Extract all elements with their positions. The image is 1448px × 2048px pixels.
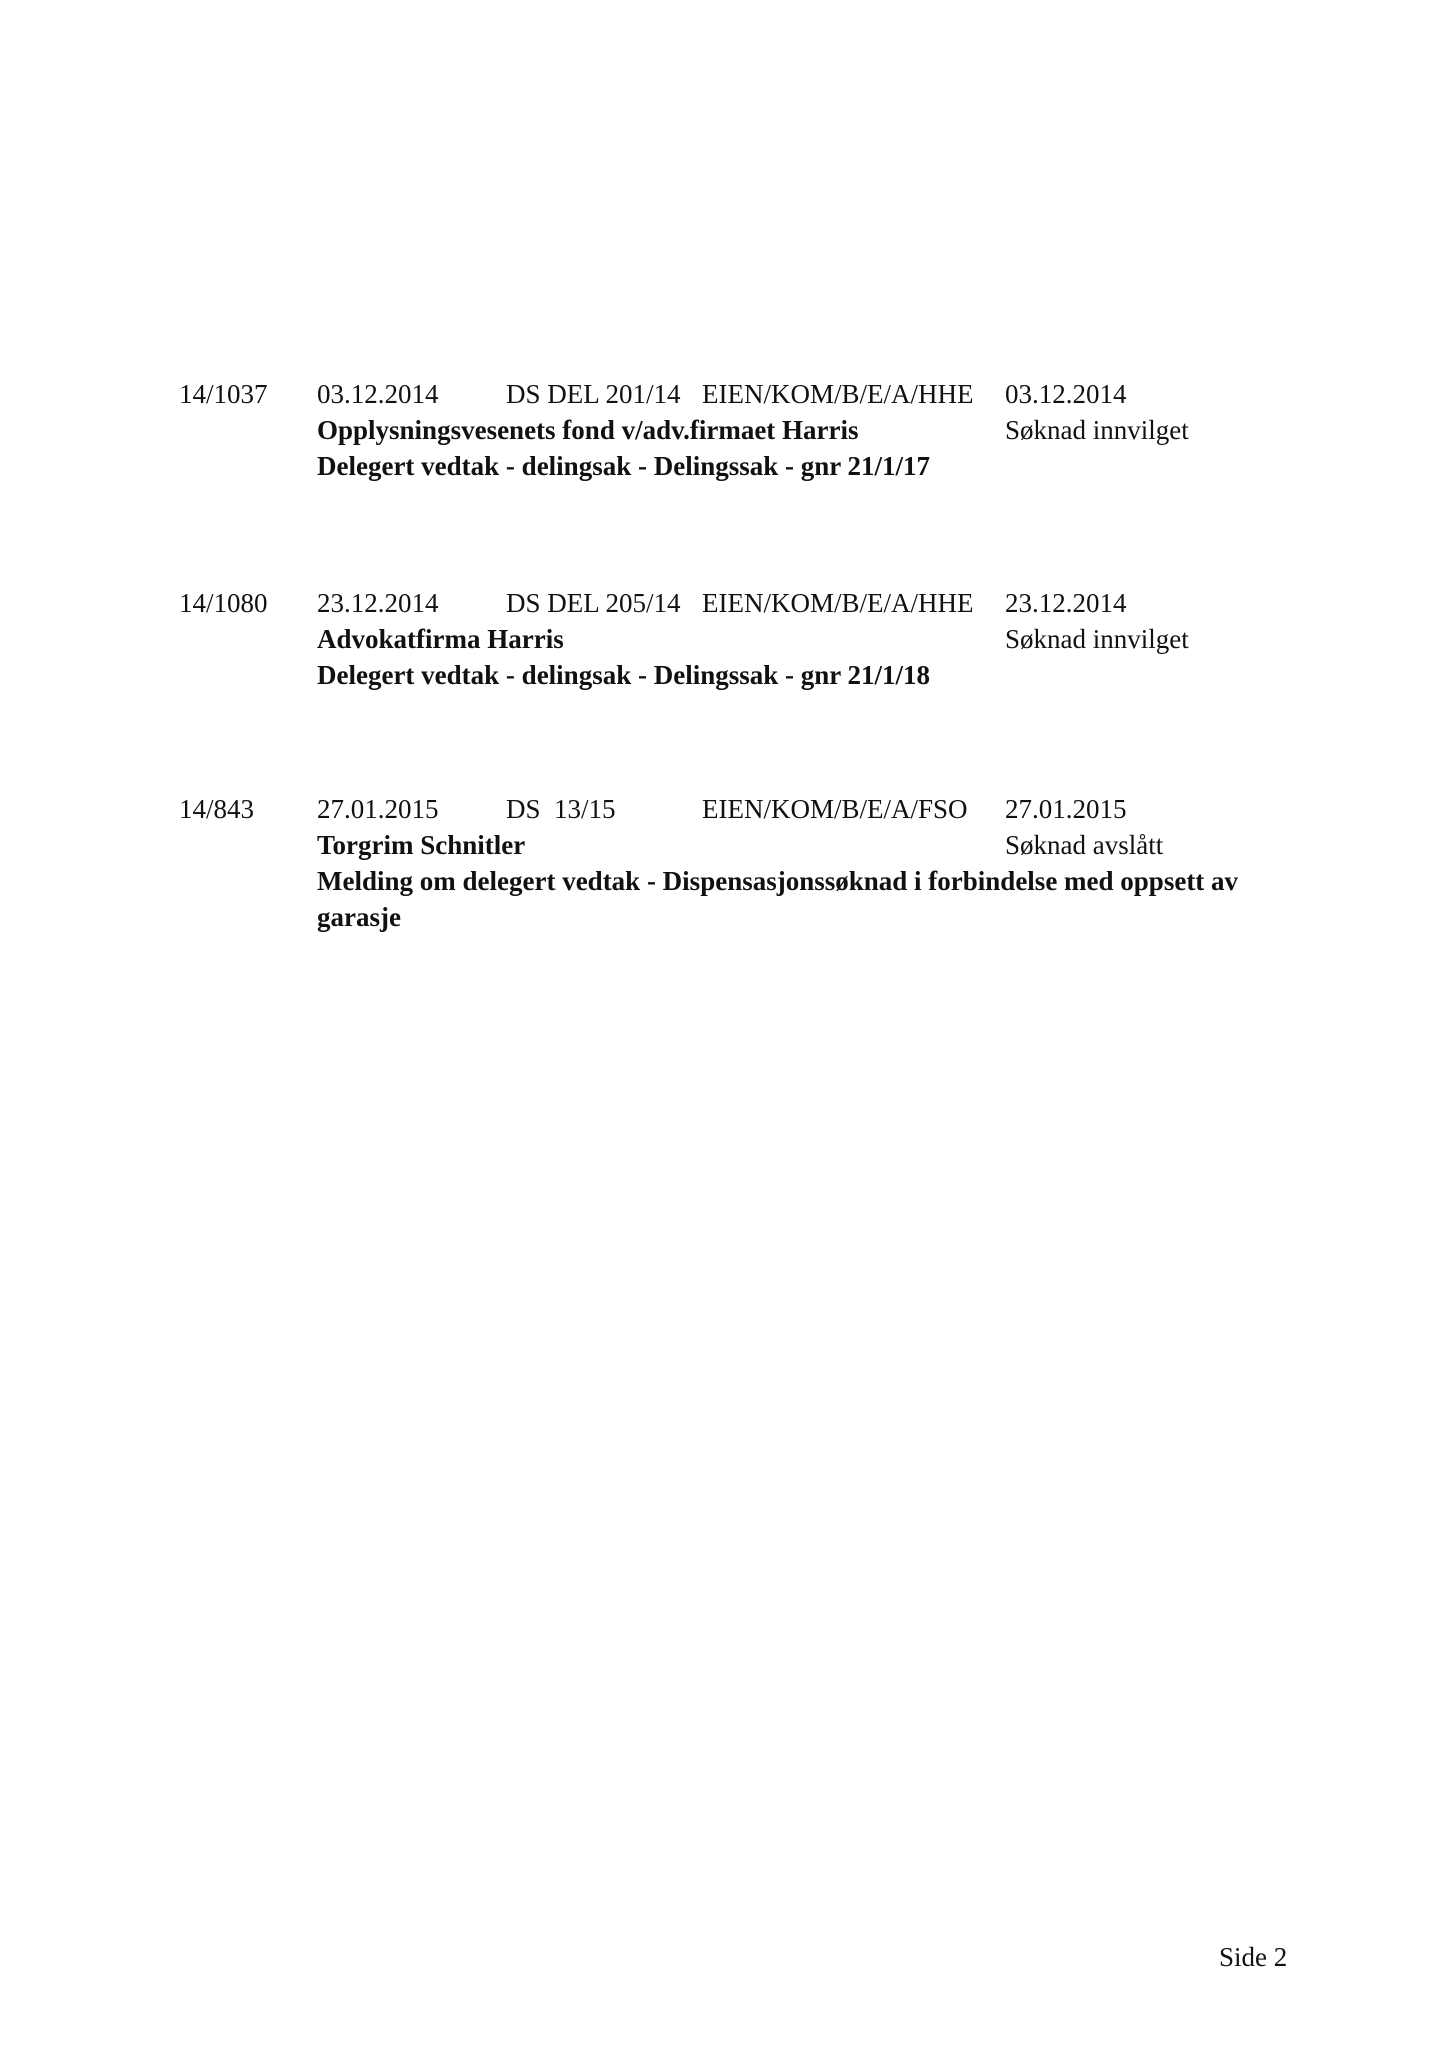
- department-reference: EIEN/KOM/B/E/A/FSO: [702, 794, 968, 824]
- journal-entry: [0, 791, 1448, 935]
- page-number: Side 2: [1219, 1942, 1288, 1972]
- case-number: 14/843: [179, 794, 255, 824]
- department-reference: EIEN/KOM/B/E/A/HHE: [702, 379, 974, 409]
- decision-status: Søknad avslått: [1005, 830, 1164, 860]
- case-number: 14/1080: [179, 588, 268, 618]
- entry-header-row: [0, 585, 1448, 621]
- journal-entry: [0, 585, 1448, 693]
- decision-status: Søknad innvilget: [1005, 624, 1189, 654]
- journal-entry: [0, 376, 1448, 484]
- entry-party-row: [0, 621, 1448, 657]
- document-type: DS DEL 201/14: [506, 379, 681, 409]
- document-type: DS 13/15: [506, 794, 616, 824]
- entry-header-row: [0, 376, 1448, 412]
- decision-date: 23.12.2014: [1005, 588, 1127, 618]
- decision-date: 03.12.2014: [1005, 379, 1127, 409]
- entry-party-row: [0, 827, 1448, 863]
- entry-party-row: [0, 412, 1448, 448]
- decision-date: 27.01.2015: [1005, 794, 1127, 824]
- registered-date: 03.12.2014: [317, 379, 439, 409]
- registered-date: 23.12.2014: [317, 588, 439, 618]
- decision-status: Søknad innvilget: [1005, 415, 1189, 445]
- entry-header-row: [0, 791, 1448, 827]
- party-name: Advokatfirma Harris: [317, 624, 564, 654]
- case-title: Delegert vedtak - delingsak - Delingssak - gnr 21/1/17: [317, 451, 930, 481]
- document-type: DS DEL 205/14: [506, 588, 681, 618]
- case-title: Melding om delegert vedtak - Dispensasjonssøknad i forbindelse med oppsett av garasje: [317, 866, 1239, 932]
- party-name: Opplysningsvesenets fond v/adv.firmaet Harris: [317, 415, 859, 445]
- party-name: Torgrim Schnitler: [317, 830, 526, 860]
- registered-date: 27.01.2015: [317, 794, 439, 824]
- case-number: 14/1037: [179, 379, 268, 409]
- department-reference: EIEN/KOM/B/E/A/HHE: [702, 588, 974, 618]
- case-title: Delegert vedtak - delingsak - Delingssak - gnr 21/1/18: [317, 660, 930, 690]
